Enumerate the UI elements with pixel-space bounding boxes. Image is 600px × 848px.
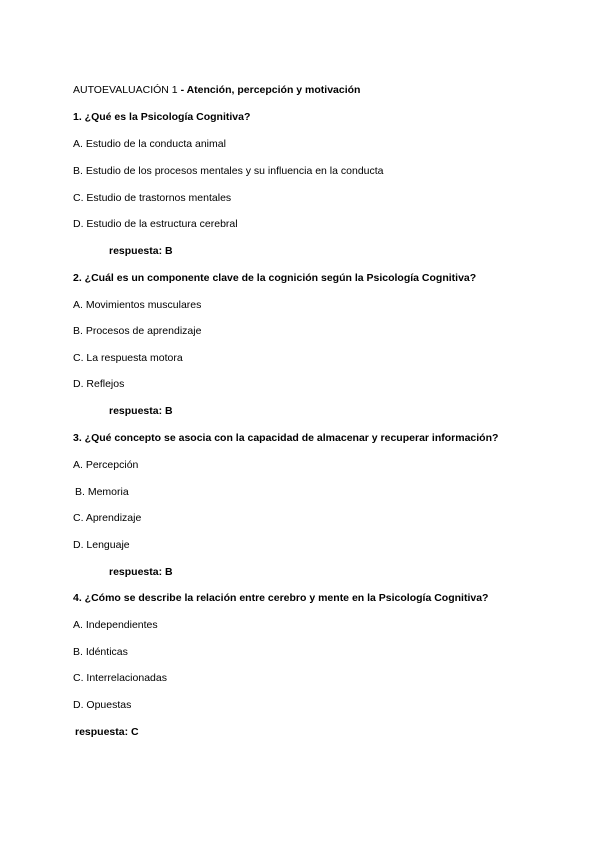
- q4-option-c: C. Interrelacionadas: [73, 672, 167, 684]
- q4-answer: respuesta: C: [75, 726, 139, 738]
- q1-option-a: A. Estudio de la conducta animal: [73, 138, 226, 150]
- q1-option-d: D. Estudio de la estructura cerebral: [73, 218, 238, 230]
- question-1: 1. ¿Qué es la Psicología Cognitiva?: [73, 111, 251, 123]
- q3-option-a: A. Percepción: [73, 459, 139, 471]
- q3-option-c: C. Aprendizaje: [73, 512, 142, 524]
- q2-option-a: A. Movimientos musculares: [73, 299, 202, 311]
- q2-answer: respuesta: B: [109, 405, 173, 417]
- q3-answer: respuesta: B: [109, 566, 173, 578]
- question-2: 2. ¿Cuál es un componente clave de la cognición según la Psicología Cognitiva?: [73, 272, 477, 284]
- q1-answer: respuesta: B: [109, 245, 173, 257]
- q4-option-b: B. Idénticas: [73, 646, 128, 658]
- q4-option-a: A. Independientes: [73, 619, 158, 631]
- q2-option-b: B. Procesos de aprendizaje: [73, 325, 202, 337]
- q1-option-b: B. Estudio de los procesos mentales y su influencia en la conducta: [73, 165, 384, 177]
- q4-option-d: D. Opuestas: [73, 699, 132, 711]
- q3-option-b: B. Memoria: [75, 486, 129, 498]
- q1-option-c: C. Estudio de trastornos mentales: [73, 192, 232, 204]
- q3-option-d: D. Lenguaje: [73, 539, 130, 551]
- document-title: [73, 84, 360, 97]
- title-rest: - Atención, percepción y motivación: [177, 84, 361, 96]
- title-prefix: AUTOEVALUACIÓN 1: [73, 84, 178, 96]
- q2-option-d: D. Reflejos: [73, 378, 125, 390]
- question-4: 4. ¿Cómo se describe la relación entre cerebro y mente en la Psicología Cognitiva?: [73, 592, 489, 604]
- question-3: 3. ¿Qué concepto se asocia con la capacidad de almacenar y recuperar información?: [73, 432, 499, 444]
- q2-option-c: C. La respuesta motora: [73, 352, 183, 364]
